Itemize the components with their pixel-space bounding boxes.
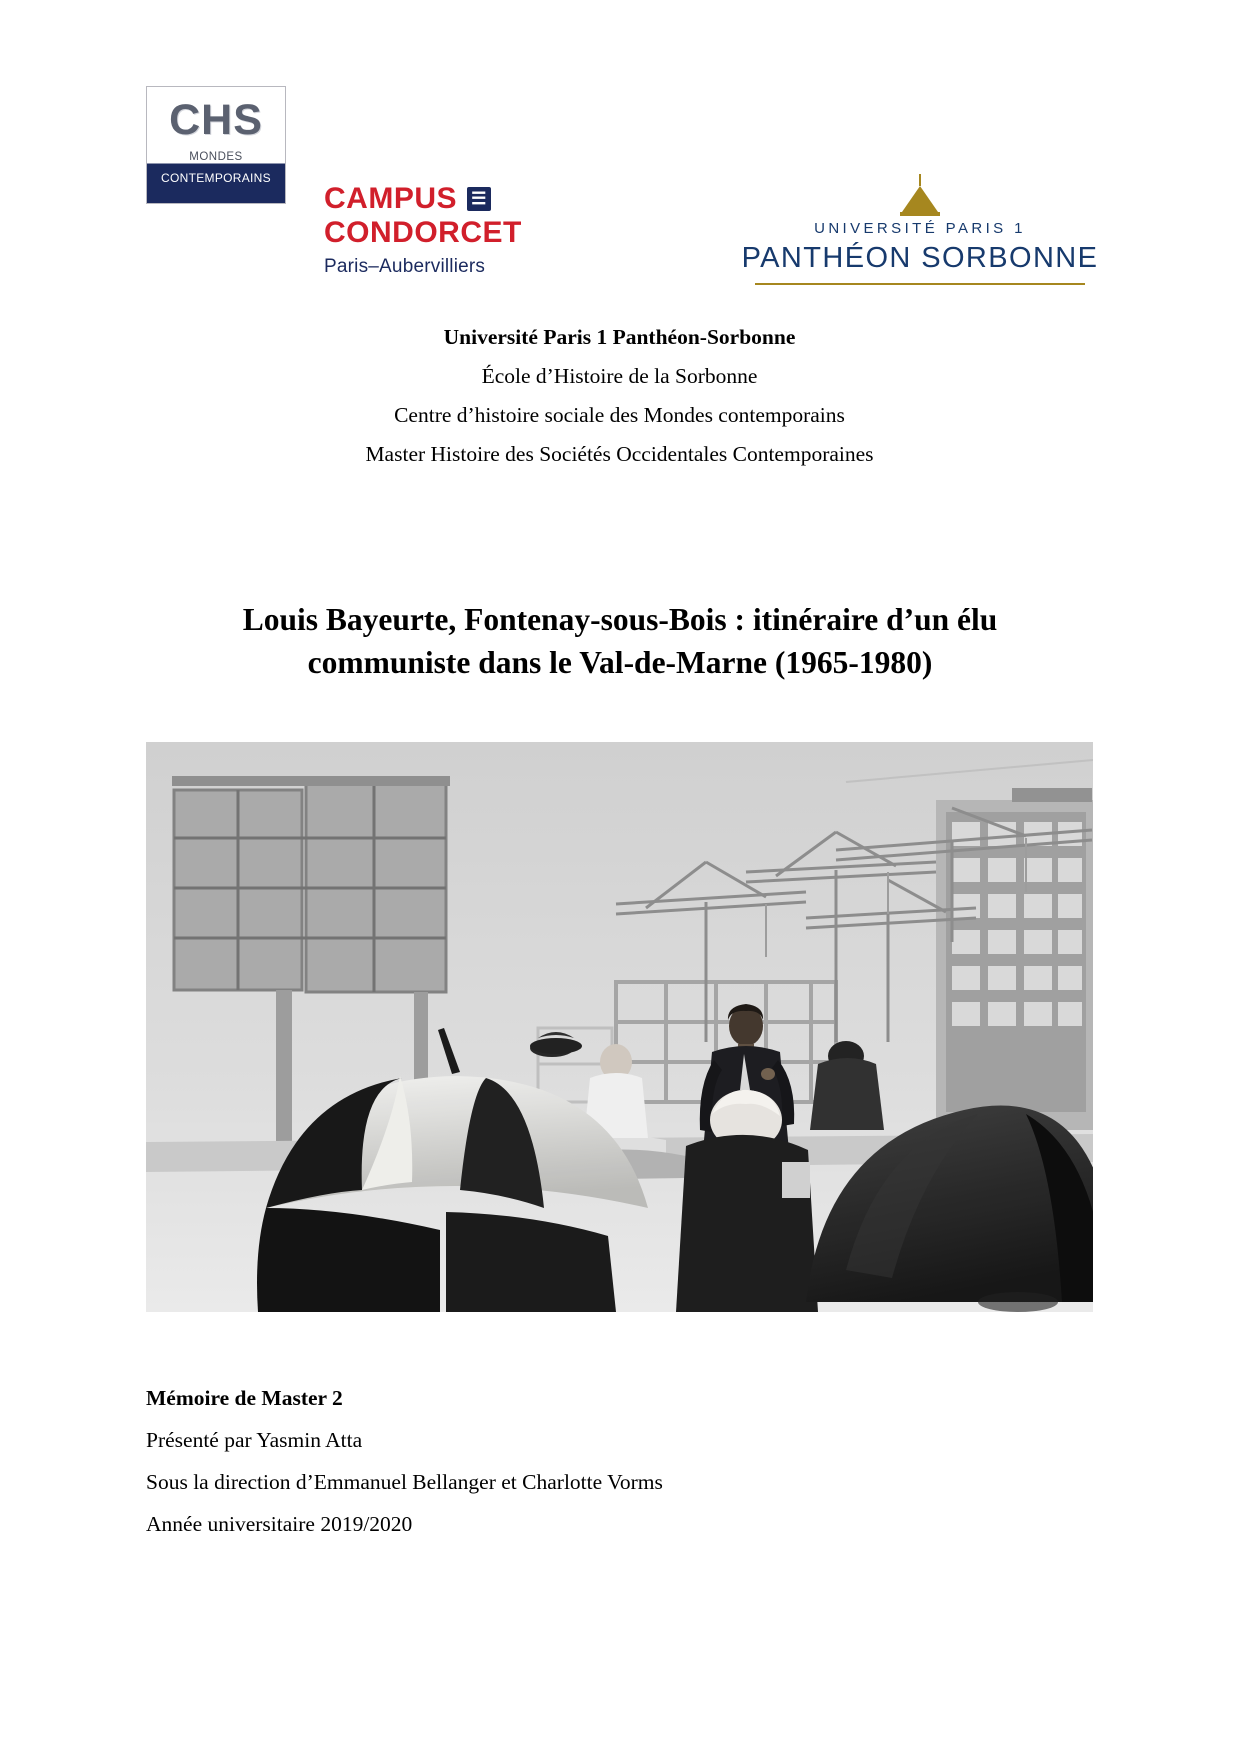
campus-condorcet-logo [324,182,534,278]
condorcet-line-1 [324,182,534,216]
page-title [140,598,1100,685]
chs-logo-subtitle-2: CONTEMPORAINS [161,171,271,185]
institution-line-1: Université Paris 1 Panthéon-Sorbonne [443,325,796,349]
academic-year-label: Année universitaire 2019/2020 [146,1511,413,1536]
condorcet-campus-label: CAMPUS [324,182,458,215]
title-line-1: Louis Bayeurte, Fontenay-sous-Bois : itinéraire d’un élu [242,602,998,637]
condorcet-line-2 [324,216,534,250]
pantheon-sorbonne-logo [735,174,1105,285]
sorbonne-rule [755,283,1085,285]
degree-label: Mémoire de Master 2 [146,1386,343,1410]
cover-photograph-graphic [146,742,1093,1312]
sorbonne-name-label: PANTHÉON SORBONNE [741,242,1099,274]
institution-block [0,318,1239,475]
chs-logo-subtitle-1: MONDES [189,151,243,163]
document-meta-block [146,1378,946,1546]
institution-line-3: Centre d’histoire sociale des Mondes contemporains [394,403,845,428]
title-line-2: communiste dans le Val-de-Marne (1965-1980) [307,645,933,681]
dome-spire [919,174,921,186]
supervisors-label: Sous la direction d’Emmanuel Bellanger et Charlotte Vorms [146,1469,663,1494]
condorcet-name-label: CONDORCET [324,216,522,250]
sorbonne-university-label: UNIVERSITÉ PARIS 1 [814,220,1026,237]
cover-photograph [146,742,1093,1312]
institution-line-2: École d’Histoire de la Sorbonne [481,364,758,389]
institution-line-4: Master Histoire des Sociétés Occidentales Contemporaines [365,442,874,467]
condorcet-mark-icon: ☰ [467,187,491,211]
dome-base [900,212,940,216]
chs-logo [146,86,286,204]
logo-row [0,86,1239,278]
chs-logo-acronym: CHS [169,96,263,144]
dome-shape [902,186,938,212]
pantheon-dome-icon [898,174,942,218]
author-label: Présenté par Yasmin Atta [146,1427,363,1452]
condorcet-city-label: Paris–Aubervilliers [324,256,486,278]
